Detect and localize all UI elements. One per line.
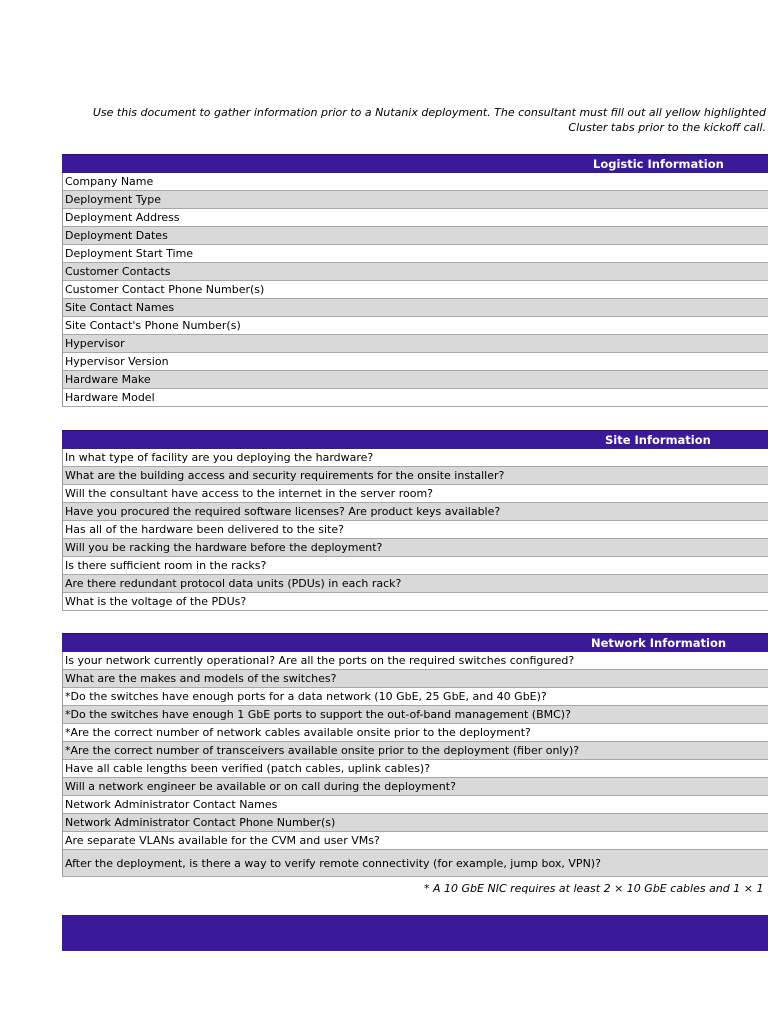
- network-footnote: * A 10 GbE NIC requires at least 2 × 10 GbE cables and 1 × 1: [424, 882, 764, 895]
- logistic-row-hardware-make[interactable]: Hardware Make: [63, 371, 768, 389]
- network-row-bmc-ports[interactable]: *Do the switches have enough 1 GbE ports to support the out-of-band management (BMC)?: [63, 706, 768, 724]
- site-row-access-security[interactable]: What are the building access and security requirements for the onsite installer?: [63, 467, 768, 485]
- site-rows: [62, 449, 768, 611]
- network-row-vlans[interactable]: Are separate VLANs available for the CVM and user VMs?: [63, 832, 768, 850]
- logistic-row-customer-contacts[interactable]: Customer Contacts: [63, 263, 768, 281]
- network-row-cable-lengths[interactable]: Have all cable lengths been verified (patch cables, uplink cables)?: [63, 760, 768, 778]
- network-row-remote-connectivity[interactable]: After the deployment, is there a way to verify remote connectivity (for example, jump box, VPN)?: [63, 850, 768, 877]
- network-row-operational[interactable]: Is your network currently operational? Are all the ports on the required switches configured?: [63, 652, 768, 670]
- site-row-racking[interactable]: Will you be racking the hardware before the deployment?: [63, 539, 768, 557]
- logistic-row-hypervisor[interactable]: Hypervisor: [63, 335, 768, 353]
- network-title: Network Information: [591, 636, 727, 650]
- site-header: [62, 430, 768, 449]
- logistic-row-site-contact-phone[interactable]: Site Contact's Phone Number(s): [63, 317, 768, 335]
- logistic-row-deployment-dates[interactable]: Deployment Dates: [63, 227, 768, 245]
- site-row-hardware-delivered[interactable]: Has all of the hardware been delivered to the site?: [63, 521, 768, 539]
- network-header: [62, 633, 768, 652]
- site-row-redundant-pdus[interactable]: Are there redundant protocol data units (PDUs) in each rack?: [63, 575, 768, 593]
- network-row-switch-models[interactable]: What are the makes and models of the switches?: [63, 670, 768, 688]
- network-row-admin-names[interactable]: Network Administrator Contact Names: [63, 796, 768, 814]
- logistic-title: Logistic Information: [593, 157, 724, 171]
- footer-bar: [62, 915, 768, 951]
- network-row-network-engineer[interactable]: Will a network engineer be available or on call during the deployment?: [63, 778, 768, 796]
- network-row-network-cables[interactable]: *Are the correct number of network cables available onsite prior to the deployment?: [63, 724, 768, 742]
- site-row-internet-access[interactable]: Will the consultant have access to the internet in the server room?: [63, 485, 768, 503]
- site-row-rack-room[interactable]: Is there sufficient room in the racks?: [63, 557, 768, 575]
- logistic-row-hypervisor-version[interactable]: Hypervisor Version: [63, 353, 768, 371]
- logistic-row-hardware-model[interactable]: Hardware Model: [63, 389, 768, 407]
- logistic-rows: [62, 173, 768, 407]
- site-row-software-licenses[interactable]: Have you procured the required software licenses? Are product keys available?: [63, 503, 768, 521]
- logistic-row-customer-contact-phone[interactable]: Customer Contact Phone Number(s): [63, 281, 768, 299]
- network-rows: [62, 652, 768, 877]
- logistic-row-deployment-type[interactable]: Deployment Type: [63, 191, 768, 209]
- intro-line-1: Use this document to gather information prior to a Nutanix deployment. The consultant must fill out all yellow highlighted: [92, 106, 766, 119]
- intro-text: [0, 106, 766, 135]
- logistic-row-deployment-address[interactable]: Deployment Address: [63, 209, 768, 227]
- site-row-facility-type[interactable]: In what type of facility are you deploying the hardware?: [63, 449, 768, 467]
- network-row-transceivers[interactable]: *Are the correct number of transceivers available onsite prior to the deployment (fiber only)?: [63, 742, 768, 760]
- site-row-pdu-voltage[interactable]: What is the voltage of the PDUs?: [63, 593, 768, 611]
- network-section: [62, 633, 768, 877]
- network-row-admin-phone[interactable]: Network Administrator Contact Phone Number(s): [63, 814, 768, 832]
- logistic-row-site-contact-names[interactable]: Site Contact Names: [63, 299, 768, 317]
- site-section: [62, 430, 768, 611]
- logistic-section: [62, 154, 768, 407]
- logistic-header: [62, 154, 768, 173]
- logistic-row-company-name[interactable]: Company Name: [63, 173, 768, 191]
- logistic-row-deployment-start-time[interactable]: Deployment Start Time: [63, 245, 768, 263]
- site-title: Site Information: [605, 433, 711, 447]
- network-row-data-ports[interactable]: *Do the switches have enough ports for a data network (10 GbE, 25 GbE, and 40 GbE)?: [63, 688, 768, 706]
- intro-line-2: Cluster tabs prior to the kickoff call.: [568, 120, 766, 134]
